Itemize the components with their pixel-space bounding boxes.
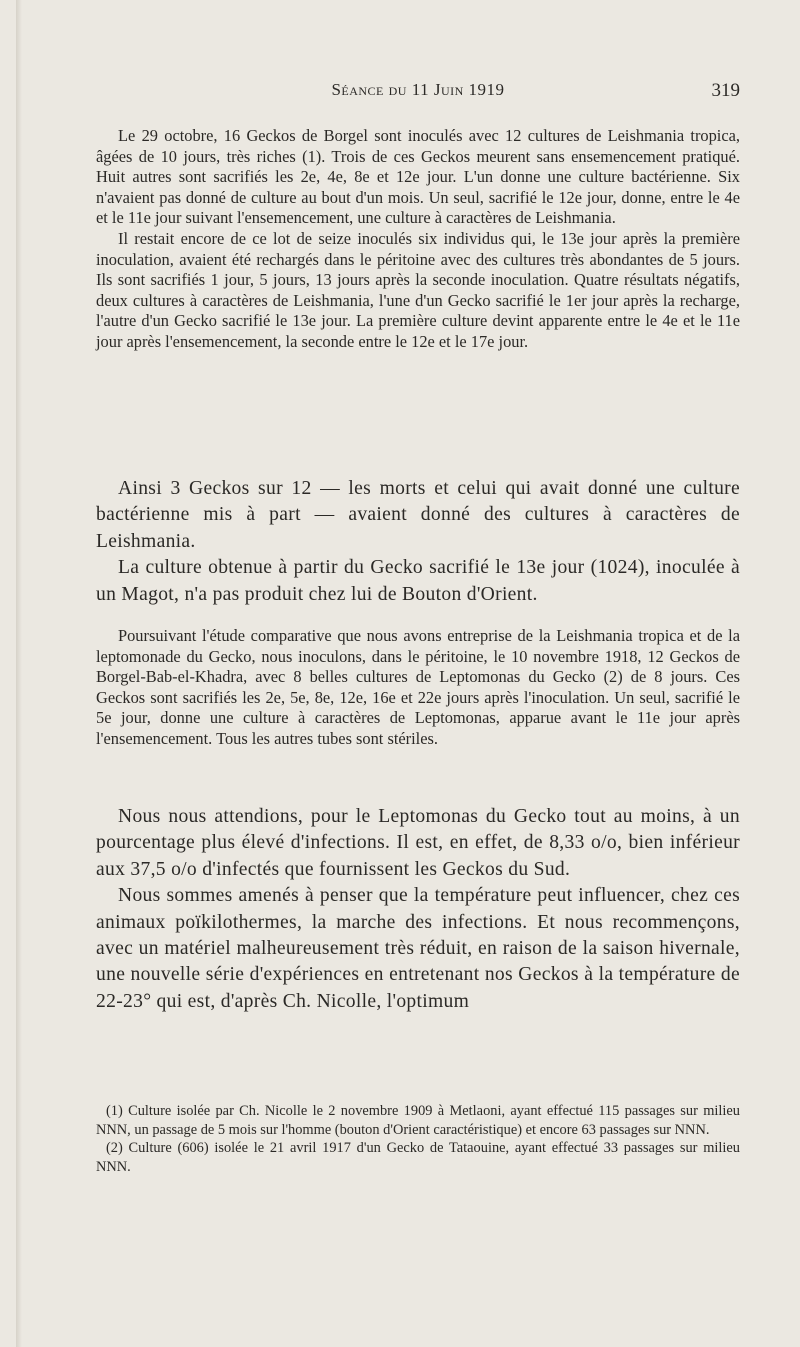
body-section-3: [96, 626, 740, 750]
footnotes: [96, 1102, 740, 1176]
page-number: 319: [711, 80, 740, 101]
footnote: (1) Culture isolée par Ch. Nicolle le 2 novembre 1909 à Metlaoni, ayant effectué 115 passages sur milieu NNN, un passage de 5 mois sur l'homme (bouton d'Orient caractéristique) et encore 63 passages sur NNN.: [96, 1103, 740, 1138]
paragraph: Il restait encore de ce lot de seize inoculés six individus qui, le 13e jour après la première inoculation, avaient été rechargés dans le péritoine avec des cultures très abondantes de 5 jours. Ils sont sacrifiés 1 jour, 5 jours, 13 jours après la seconde inoculation. Quatre résultats négatifs, deux cultures à caractères de Leishmania, l'une d'un Gecko sacrifié le 1er jour après la recharge, l'autre d'un Gecko sacrifié le 13e jour. La première culture devint apparente entre le 4e et le 11e jour après l'ensemencement, la seconde entre le 12e et le 17e jour.: [96, 228, 740, 351]
paragraph: Nous sommes amenés à penser que la température peut influencer, chez ces animaux poïkilothermes, la marche des infections. Et nous recommençons, avec un matériel malheureusement très réduit, en raison de la saison hivernale, une nouvelle série d'expériences en entretenant nos Geckos à la température de 22-23° qui est, d'après Ch. Nicolle, l'optimum: [96, 885, 740, 1012]
body-section-1: [96, 126, 740, 353]
paragraph: Poursuivant l'étude comparative que nous avons entreprise de la Leishmania tropica et de la leptomonade du Gecko, nous inoculons, dans le péritoine, le 10 novembre 1918, 12 Geckos de Borgel-Bab-el-Khadra, avec 8 belles cultures de Leptomonas du Gecko (2) de 8 jours. Ces Geckos sont sacrifiés les 2e, 5e, 8e, 12e, 16e et 22e jours après l'inoculation. Un seul, sacrifié le 5e jour, donne une culture à caractères de Leptomonas, apparue avant le 11e jour après l'ensemencement. Tous les autres tubes sont stériles.: [96, 626, 740, 748]
paragraph: Nous nous attendions, pour le Leptomonas du Gecko tout au moins, à un pourcentage plus élevé d'infections. Il est, en effet, de 8,33 o/o, bien inférieur aux 37,5 o/o d'infectés que fournissent les Geckos du Sud.: [96, 806, 740, 880]
paragraph: Le 29 octobre, 16 Geckos de Borgel sont inoculés avec 12 cultures de Leishmania tropica, âgées de 10 jours, très riches (1). Trois de ces Geckos meurent sans ensemencement pratiqué. Huit autres sont sacrifiés les 2e, 4e, 8e et 12e jour. L'un donne une culture bactérienne. Six n'avaient pas donné de culture au bout d'un mois. Un seul, sacrifié le 12e jour, donne, entre le 4e et le 11e jour suivant l'ensemencement, une culture à caractères de Leishmania.: [96, 126, 740, 228]
footnote: (2) Culture (606) isolée le 21 avril 1917 d'un Gecko de Tataouine, ayant effectué 33 passages sur milieu NNN.: [96, 1140, 740, 1175]
paragraph: Ainsi 3 Geckos sur 12 — les morts et celui qui avait donné une culture bactérienne mis à part — avaient donné des cultures à caractères de Leishmania.: [96, 478, 740, 552]
paragraph: La culture obtenue à partir du Gecko sacrifié le 13e jour (1024), inoculée à un Magot, n'a pas produit chez lui de Bouton d'Orient.: [96, 557, 740, 605]
running-head: Séance du 11 Juin 1919: [331, 80, 505, 99]
body-section-4: [96, 804, 740, 1015]
page-gutter: [16, 0, 22, 1347]
page-header: [96, 76, 740, 106]
body-section-2: [96, 476, 740, 608]
